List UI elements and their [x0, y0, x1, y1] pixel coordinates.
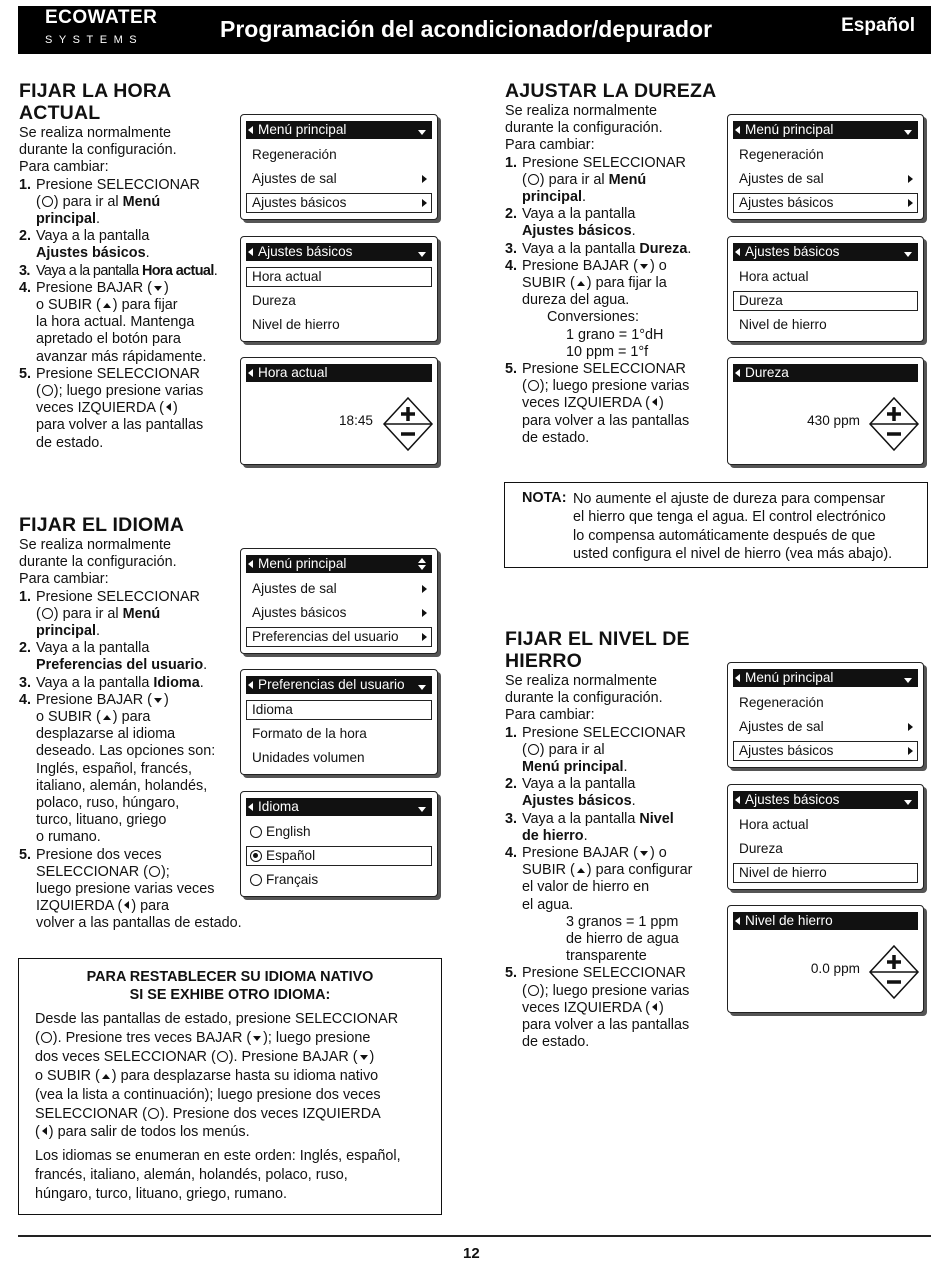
left-arrow-icon	[652, 398, 657, 406]
right-arrow-icon	[422, 633, 427, 641]
select-button-icon	[528, 380, 539, 391]
scroll-down-icon	[418, 807, 426, 812]
page-title: Programación del acondicionador/depurador	[220, 16, 713, 42]
radio-option-selected: Español	[246, 846, 432, 866]
step-5: 5. Presione SELECCIONAR ( ); luego presione varias veces IZQUIERDA ( ) para volver a las pantallas de estado.	[19, 365, 204, 451]
step-1: 1. Presione SELECCIONAR ( ) para ir al Menú principal.	[19, 588, 200, 640]
reset-language-box	[18, 958, 442, 1215]
menu-item: Regeneración	[739, 695, 824, 710]
page-header	[18, 6, 931, 54]
back-arrow-icon	[735, 917, 740, 925]
select-button-icon	[528, 744, 539, 755]
menu-item: Hora actual	[739, 269, 809, 284]
down-arrow-icon	[640, 264, 648, 269]
step-5: 5. Presione dos veces SELECCIONAR ( ); luego presione varias veces IZQUIERDA ( ) para volver a las pantallas de estado.	[19, 846, 242, 932]
left-arrow-icon	[652, 1003, 657, 1011]
back-arrow-icon	[248, 248, 253, 256]
right-arrow-icon	[908, 747, 913, 755]
back-arrow-icon	[248, 803, 253, 811]
screen-menu-principal: Menú principal Regeneración Ajustes de sal Ajustes básicos	[727, 662, 924, 768]
screen-preferencias: Preferencias del usuario Idioma Formato de la hora Unidades volumen	[240, 669, 438, 775]
select-button-icon	[149, 866, 160, 877]
radio-option: Français	[246, 870, 432, 890]
right-arrow-icon	[422, 609, 427, 617]
step-4: 4. Presione BAJAR ( ) o SUBIR ( ) para desplazarse al idioma deseado. Las opciones son: Inglés, español, francés, italiano, alemán, holandés, polaco, ruso, húngaro, turco, lituano, griego o rumano.	[19, 691, 216, 846]
screen-dureza: Dureza 430 ppm	[727, 357, 924, 465]
back-arrow-icon	[248, 681, 253, 689]
select-button-icon	[42, 608, 53, 619]
menu-item-selected: Nivel de hierro	[733, 863, 918, 883]
radio-icon	[250, 874, 262, 886]
select-button-icon	[41, 1032, 52, 1043]
intro: Se realiza normalmente durante la configuración. Para cambiar:	[19, 537, 177, 588]
footer-rule	[18, 1235, 931, 1237]
section-title: FIJAR EL NIVEL DE HIERRO	[505, 628, 690, 672]
conversions-label: Conversiones:	[547, 309, 639, 326]
steps-list	[19, 177, 244, 452]
menu-item: Ajustes de sal	[733, 717, 918, 737]
menu-item: Ajustes de sal	[733, 169, 918, 189]
back-arrow-icon	[735, 674, 740, 682]
conversion-1: 1 grano = 1°dH	[566, 326, 664, 343]
section-idioma	[19, 514, 264, 933]
select-button-icon	[42, 196, 53, 207]
menu-item: Ajustes básicos	[246, 603, 432, 623]
intro: Se realiza normalmente durante la configuración. Para cambiar:	[505, 103, 663, 154]
step-3: 3. Vaya a la pantalla Dureza.	[505, 240, 692, 257]
plus-minus-icon	[868, 944, 920, 1000]
language-label: Español	[841, 15, 915, 36]
menu-item: Regeneración	[252, 147, 337, 162]
menu-item: Unidades volumen	[252, 750, 365, 765]
step-2: 2. Vaya a la pantalla Ajustes básicos.	[505, 776, 636, 810]
menu-item: Nivel de hierro	[252, 317, 340, 332]
menu-item-selected: Ajustes básicos	[733, 741, 918, 761]
section-title: AJUSTAR LA DUREZA	[505, 80, 717, 102]
plus-minus-icon	[382, 396, 434, 452]
step-3: 3. Vaya a la pantalla Hora actual.	[19, 262, 218, 279]
page-number: 12	[463, 1245, 480, 1261]
conversion-2: 10 ppm = 1°f	[566, 343, 649, 360]
step-5: 5. Presione SELECCIONAR ( ); luego presione varias veces IZQUIERDA ( ) para volver a las pantallas de estado.	[505, 965, 690, 1051]
right-arrow-icon	[908, 175, 913, 183]
scroll-down-icon	[418, 685, 426, 690]
right-arrow-icon	[422, 585, 427, 593]
up-arrow-icon	[102, 1074, 110, 1079]
steps-list	[505, 725, 730, 1052]
left-arrow-icon	[166, 403, 171, 411]
step-5: 5. Presione SELECCIONAR ( ); luego presione varias veces IZQUIERDA ( ) para volver a las pantallas de estado.	[505, 361, 690, 446]
right-arrow-icon	[422, 175, 427, 183]
back-arrow-icon	[735, 369, 740, 377]
screen-menu-principal: Menú principal Regeneración Ajustes de sal Ajustes básicos	[240, 114, 438, 220]
step-4: 4. Presione BAJAR ( ) o SUBIR ( ) para fijar la hora actual. Mantenga apretado el botón para avanzar más rápidamente.	[19, 279, 207, 365]
down-arrow-icon	[154, 698, 162, 703]
note-label: NOTA:	[522, 490, 567, 506]
scroll-up-icon	[418, 558, 426, 563]
section-dureza	[505, 80, 730, 447]
menu-item: Nivel de hierro	[739, 317, 827, 332]
section-hierro	[505, 628, 730, 1051]
intro: Se realiza normalmente durante la configuración. Para cambiar:	[19, 125, 177, 176]
note-box	[504, 482, 928, 568]
radio-option: English	[246, 822, 432, 842]
menu-item-selected: Hora actual	[246, 267, 432, 287]
up-arrow-icon	[577, 281, 585, 286]
menu-item-selected: Preferencias del usuario	[246, 627, 432, 647]
language-order: Los idiomas se enumeran en este orden: Inglés, español, francés, italiano, alemán, holandés, polaco, ruso, húngaro, turco, lituano, griego, rumano.	[35, 1148, 401, 1202]
value-display: 430 ppm	[807, 413, 860, 428]
screen-menu-principal: Menú principal Ajustes de sal Ajustes básicos Preferencias del usuario	[240, 548, 438, 654]
screen-nivel-hierro: Nivel de hierro 0.0 ppm	[727, 905, 924, 1013]
right-arrow-icon	[422, 199, 427, 207]
step-3: 3. Vaya a la pantalla Idioma.	[19, 674, 204, 691]
step-4: 4. Presione BAJAR ( ) o SUBIR ( ) para fijar la dureza del agua. Conversiones: 1 grano = 1°dH 10 ppm = 1°f	[505, 258, 730, 361]
step-1: 1. Presione SELECCIONAR ( ) para ir al Menú principal.	[505, 724, 686, 776]
menu-item: Formato de la hora	[252, 726, 367, 741]
left-arrow-icon	[42, 1127, 47, 1135]
menu-item-selected: Ajustes básicos	[733, 193, 918, 213]
back-arrow-icon	[248, 560, 253, 568]
screen-hora-actual: Hora actual 18:45	[240, 357, 438, 465]
select-button-icon	[217, 1051, 228, 1062]
section-title: FIJAR EL IDIOMA	[19, 514, 185, 536]
step-2: 2. Vaya a la pantalla Preferencias del usuario.	[19, 640, 208, 674]
steps-list	[19, 589, 264, 933]
scroll-down-icon	[904, 678, 912, 683]
menu-item: Ajustes de sal	[246, 579, 432, 599]
reset-instructions: Desde las pantallas de estado, presione SELECCIONAR ( ). Presione tres veces BAJAR ( ); luego presione dos veces SELECCIONAR ( ). Presione BAJAR ( ) o SUBIR ( ) para desplazarse hasta su idioma nativo (vea la lista a continuación); luego presione dos veces SELECCIONAR ( ). Presione dos veces IZQUIERDA ( ) para salir de todos los menús.	[35, 1011, 399, 1141]
back-arrow-icon	[248, 369, 253, 377]
menu-item: Hora actual	[739, 817, 809, 832]
scroll-down-icon	[418, 130, 426, 135]
menu-item: Dureza	[739, 841, 783, 856]
value-display: 18:45	[338, 413, 373, 428]
back-arrow-icon	[248, 126, 253, 134]
back-arrow-icon	[735, 796, 740, 804]
conversion-1: 3 granos = 1 ppm	[566, 913, 679, 930]
screen-ajustes-basicos: Ajustes básicos Hora actual Dureza Nivel de hierro	[727, 236, 924, 342]
radio-icon	[250, 826, 262, 838]
scroll-down-icon	[904, 130, 912, 135]
note-text: No aumente el ajuste de dureza para compensar el hierro que tenga el agua. El control electrónico lo compensa automáticamente después de que usted configura el nivel de hierro (vea más abajo).	[573, 491, 893, 562]
screen-idioma: Idioma English Español Français	[240, 791, 438, 897]
step-2: 2. Vaya a la pantalla Ajustes básicos.	[505, 206, 636, 240]
back-arrow-icon	[735, 248, 740, 256]
menu-item-selected: Idioma	[246, 700, 432, 720]
down-arrow-icon	[253, 1036, 261, 1041]
section-title: FIJAR LA HORA ACTUAL	[19, 80, 171, 124]
step-4: 4. Presione BAJAR ( ) o SUBIR ( ) para configurar el valor de hierro en el agua. 3 granos = 1 ppm de hierro de agua transparente	[505, 845, 730, 965]
reset-heading: PARA RESTABLECER SU IDIOMA NATIVO SI SE EXHIBE OTRO IDIOMA:	[86, 969, 374, 1003]
section-hora	[19, 80, 244, 452]
down-arrow-icon	[154, 286, 162, 291]
logo-ecowater: ECOWATER	[45, 7, 158, 28]
menu-item-selected: Ajustes básicos	[246, 193, 432, 213]
steps-list	[505, 155, 730, 447]
conversion-2: de hierro de agua	[566, 931, 679, 948]
select-button-icon	[528, 985, 539, 996]
menu-item-selected: Dureza	[733, 291, 918, 311]
select-button-icon	[42, 385, 53, 396]
scroll-down-icon	[418, 252, 426, 257]
step-1: 1. Presione SELECCIONAR ( ) para ir al Menú principal.	[505, 154, 686, 206]
menu-item: Regeneración	[739, 147, 824, 162]
menu-item: Ajustes de sal	[246, 169, 432, 189]
intro: Se realiza normalmente durante la configuración. Para cambiar:	[505, 673, 663, 724]
radio-selected-icon	[250, 850, 262, 862]
menu-item: Dureza	[252, 293, 296, 308]
screen-menu-principal: Menú principal Regeneración Ajustes de sal Ajustes básicos	[727, 114, 924, 220]
down-arrow-icon	[640, 851, 648, 856]
scroll-down-icon	[418, 565, 426, 570]
back-arrow-icon	[735, 126, 740, 134]
screen-ajustes-basicos: Ajustes básicos Hora actual Dureza Nivel de hierro	[727, 784, 924, 890]
scroll-down-icon	[904, 252, 912, 257]
step-3: 3. Vaya a la pantalla Nivel de hierro.	[505, 810, 674, 844]
value-display: 0.0 ppm	[810, 961, 860, 976]
step-2: 2. Vaya a la pantalla Ajustes básicos.	[19, 228, 150, 262]
select-button-icon	[528, 174, 539, 185]
select-button-icon	[148, 1108, 159, 1119]
right-arrow-icon	[908, 723, 913, 731]
plus-minus-icon	[868, 396, 920, 452]
left-arrow-icon	[124, 901, 129, 909]
down-arrow-icon	[360, 1055, 368, 1060]
scroll-down-icon	[904, 800, 912, 805]
screen-ajustes-basicos: Ajustes básicos Hora actual Dureza Nivel de hierro	[240, 236, 438, 342]
conversion-3: transparente	[566, 948, 647, 965]
right-arrow-icon	[908, 199, 913, 207]
up-arrow-icon	[103, 303, 111, 308]
logo-systems: SYSTEMS	[45, 34, 144, 46]
up-arrow-icon	[103, 715, 111, 720]
up-arrow-icon	[577, 868, 585, 873]
step-1: 1. Presione SELECCIONAR ( ) para ir al Menú principal.	[19, 176, 200, 228]
